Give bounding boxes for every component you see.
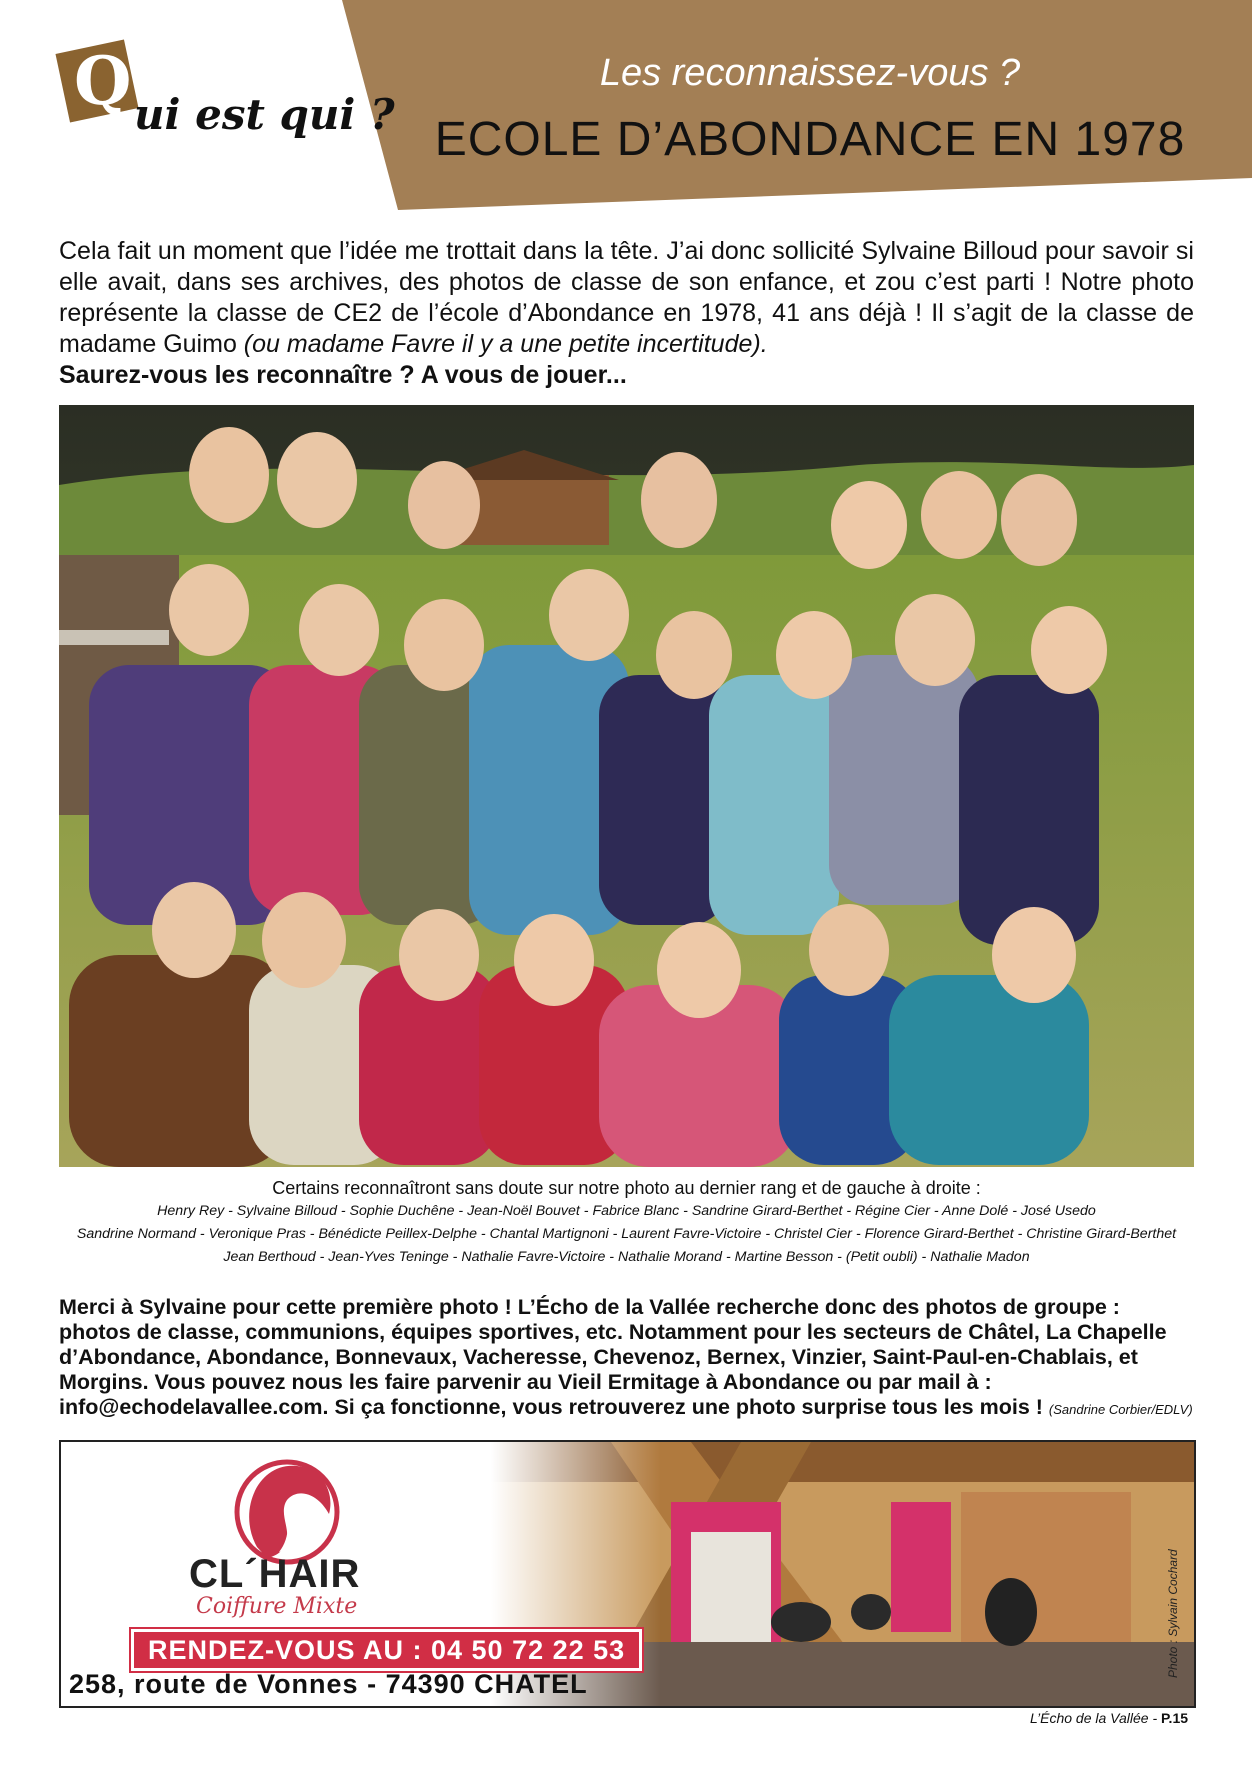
ad-photo-credit-text: Photo : Sylvain Cochard <box>1166 1549 1180 1678</box>
student <box>1031 606 1107 694</box>
photo-caption <box>59 1176 1194 1269</box>
student <box>895 594 975 686</box>
header <box>0 0 1252 210</box>
student <box>776 611 852 699</box>
student <box>831 481 907 569</box>
page-title: ECOLE D’ABONDANCE EN 1978 <box>434 113 1186 166</box>
student <box>169 564 249 656</box>
author-credit: (Sandrine Corbier/EDLV) <box>1048 1402 1193 1417</box>
student <box>641 452 717 548</box>
call-to-action: Saurez-vous les reconnaître ? A vous de jouer... <box>59 361 627 389</box>
student <box>656 611 732 699</box>
student <box>399 909 479 1001</box>
student <box>921 471 997 559</box>
student <box>1001 474 1077 566</box>
salon-name: CL´HAIR <box>189 1552 361 1596</box>
student <box>657 922 741 1018</box>
caption-lead: Certains reconnaîtront sans doute sur notre photo au dernier rang et de gauche à droite : <box>272 1178 981 1198</box>
page-footer <box>1030 1710 1188 1726</box>
advertisement <box>59 1440 1196 1708</box>
intro-text: Cela fait un moment que l’idée me trottait dans la tête. J’ai donc sollicité Sylvaine Billoud pour savoir si elle avait, dans ses archives, des photos de classe de son enfance, et zou c’est parti ! Notre photo représente la classe de CE2 de l’école d’Abondance en 1978, 41 ans déjà ! Il s’agit de la classe de madame Guimo <box>59 237 1194 358</box>
student <box>299 584 379 676</box>
student <box>152 882 236 978</box>
page-number: P.15 <box>1161 1710 1189 1726</box>
subtitle: Les reconnaissez-vous ? <box>599 52 1021 94</box>
student <box>992 907 1076 1003</box>
student <box>514 914 594 1006</box>
ad-photo-credit <box>1165 1482 1181 1682</box>
student <box>277 432 357 528</box>
caption-row-3: Jean Berthoud - Jean-Yves Teninge - Nathalie Favre-Victoire - Nathalie Morand - Martine Besson - (Petit oubli) - Nathalie Madon <box>223 1249 1030 1265</box>
intro-paragraph <box>59 236 1194 360</box>
logo <box>62 42 395 156</box>
intro-italic: (ou madame Favre il y a une petite incertitude). <box>243 330 768 358</box>
thanks-paragraph <box>59 1295 1194 1422</box>
salon-phone: RENDEZ-VOUS AU : 04 50 72 22 53 <box>131 1629 642 1671</box>
logo-text: ui est qui ? <box>134 90 395 139</box>
salon-tagline: Coiffure Mixte <box>196 1594 358 1619</box>
thanks-text: Merci à Sylvaine pour cette première photo ! L’Écho de la Vallée recherche donc des photos de groupe : photos de classe, communions, équipes sportives, etc. Notamment pour les secteurs de Châtel, La Chapelle d’Abondance, Abondance, Bonnevaux, Vacheresse, Chevenoz, Bernex, Vinzier, Saint-Paul-en-Chablais, et Morgins. Vous pouvez nous les faire parvenir au Vieil Ermitage à Abondance ou par mail à : info@echodelavallee.com. Si ça fonctionne, vous retrouverez une photo surprise tous les mois ! <box>59 1295 1167 1419</box>
class-photo <box>59 405 1194 1167</box>
student <box>408 461 480 549</box>
student <box>549 569 629 661</box>
publication-name: L’Écho de la Vallée - <box>1030 1710 1162 1726</box>
student <box>262 892 346 988</box>
student <box>809 904 889 996</box>
caption-row-2: Sandrine Normand - Veronique Pras - Bénédicte Peillex-Delphe - Chantal Martignoni - Laurent Favre-Victoire - Christel Cier - Florence Girard-Berthet - Christine Girard-Berthet <box>76 1226 1177 1242</box>
student <box>404 599 484 691</box>
salon-address: 258, route de Vonnes - 74390 CHATEL <box>69 1669 588 1699</box>
logo-letter: Q <box>74 42 132 120</box>
caption-row-1: Henry Rey - Sylvaine Billoud - Sophie Duchêne - Jean-Noël Bouvet - Fabrice Blanc - Sandrine Girard-Berthet - Régine Cier - Anne Dolé - José Usedo <box>157 1203 1096 1219</box>
student <box>189 427 269 523</box>
